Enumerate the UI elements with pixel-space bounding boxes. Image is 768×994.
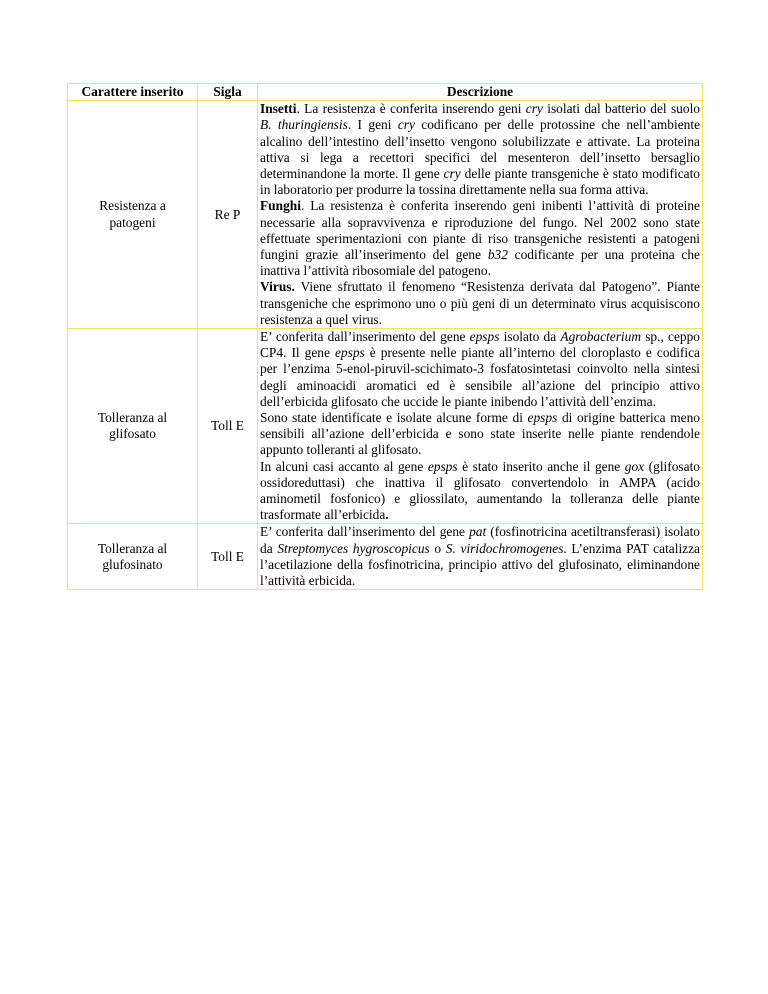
header-sigla: Sigla [198,84,258,101]
sigla-cell: Toll E [198,329,258,524]
sigla-cell: Toll E [198,524,258,590]
header-row [68,84,703,101]
header-descrizione: Descrizione [258,84,703,101]
funghi-paragraph: Funghi. La resistenza è conferita inserendo geni inibenti l’attività di proteine necessarie alla sopravvivenza e riproduzione del fungo. Nel 2002 sono state effettuate sperimentazioni con piante di riso transgeniche resistenti a patogeni fungini grazie all’inserimento del gene b32 codificante per una proteina che inattiva l’attività ribosomiale del patogeno. [260,198,700,279]
glifosato-paragraph-1: E’ conferita dall’inserimento del gene epsps isolato da Agrobacterium sp., ceppo CP4. Il gene epsps è presente nelle piante all’interno del cloroplasto e codifica per l’enzima 5-enol-piruvil-scichimato-3 fosfatosintetasi coinvolto nella sintesi degli aminoacidi aromatici ed è sensibile all’azione del principio attivo dell’erbicida glifosato che uccide le piante inibendo l’attività dell’enzima. [260,329,701,409]
glifosato-paragraph-3: In alcuni casi accanto al gene epsps è stato inserito anche il gene gox (glifosato ossidoreduttasi) che inattiva il glifosato convertendolo in AMPA (acido aminometil fosfonico) e gliossilato, aumentando la tolleranza delle piante trasformate all’erbicida. [260,458,700,523]
descrizione-cell [258,101,703,329]
descrizione-cell [258,524,703,590]
glufosinato-paragraph: E’ conferita dall’inserimento del gene pat (fosfinotricina acetiltransferasi) isolato da Streptomyces hygroscopicus o S. viridochromogenes. L’enzima PAT catalizza l’acetilazione della fosfinotricina, principio attivo del glufosinato, eliminandone l’attività erbicida. [260,524,701,589]
virus-paragraph: Virus. Viene sfruttato il fenomeno “Resistenza derivata dal Patogeno”. Piante transgeniche che esprimono uno o più geni di un determinato virus acquisiscono resistenza a quel virus. [260,279,700,327]
carattere-cell: Resistenza a patogeni [68,101,198,329]
table-row [68,524,703,590]
sigla-cell: Re P [198,101,258,329]
gmo-traits-table [67,83,703,590]
header-carattere: Carattere inserito [68,84,198,101]
carattere-cell: Tolleranza al glifosato [68,329,198,524]
table-row [68,329,703,524]
insetti-paragraph: Insetti. La resistenza è conferita inserendo geni cry isolati dal batterio del suolo B. thuringiensis. I geni cry codificano per delle protossine che nell’ambiente alcalino dell’intestino dell’insetto vengono solubilizzate e attivate. La proteina attiva si lega a recettori specifici del mesenteron dell’insetto bersaglio determinandone la morte. Il gene cry delle piante transgeniche è stato modificato in laboratorio per produrre la tossina direttamente nella sua forma attiva. [260,101,701,198]
carattere-cell: Tolleranza al glufosinato [68,524,198,590]
descrizione-cell [258,329,703,524]
table-row [68,101,703,329]
glifosato-paragraph-2: Sono state identificate e isolate alcune forme di epsps di origine batterica meno sensibili all’azione dell’erbicida e sono state inserite nelle piante rendendole appunto tolleranti al glifosato. [260,410,701,458]
